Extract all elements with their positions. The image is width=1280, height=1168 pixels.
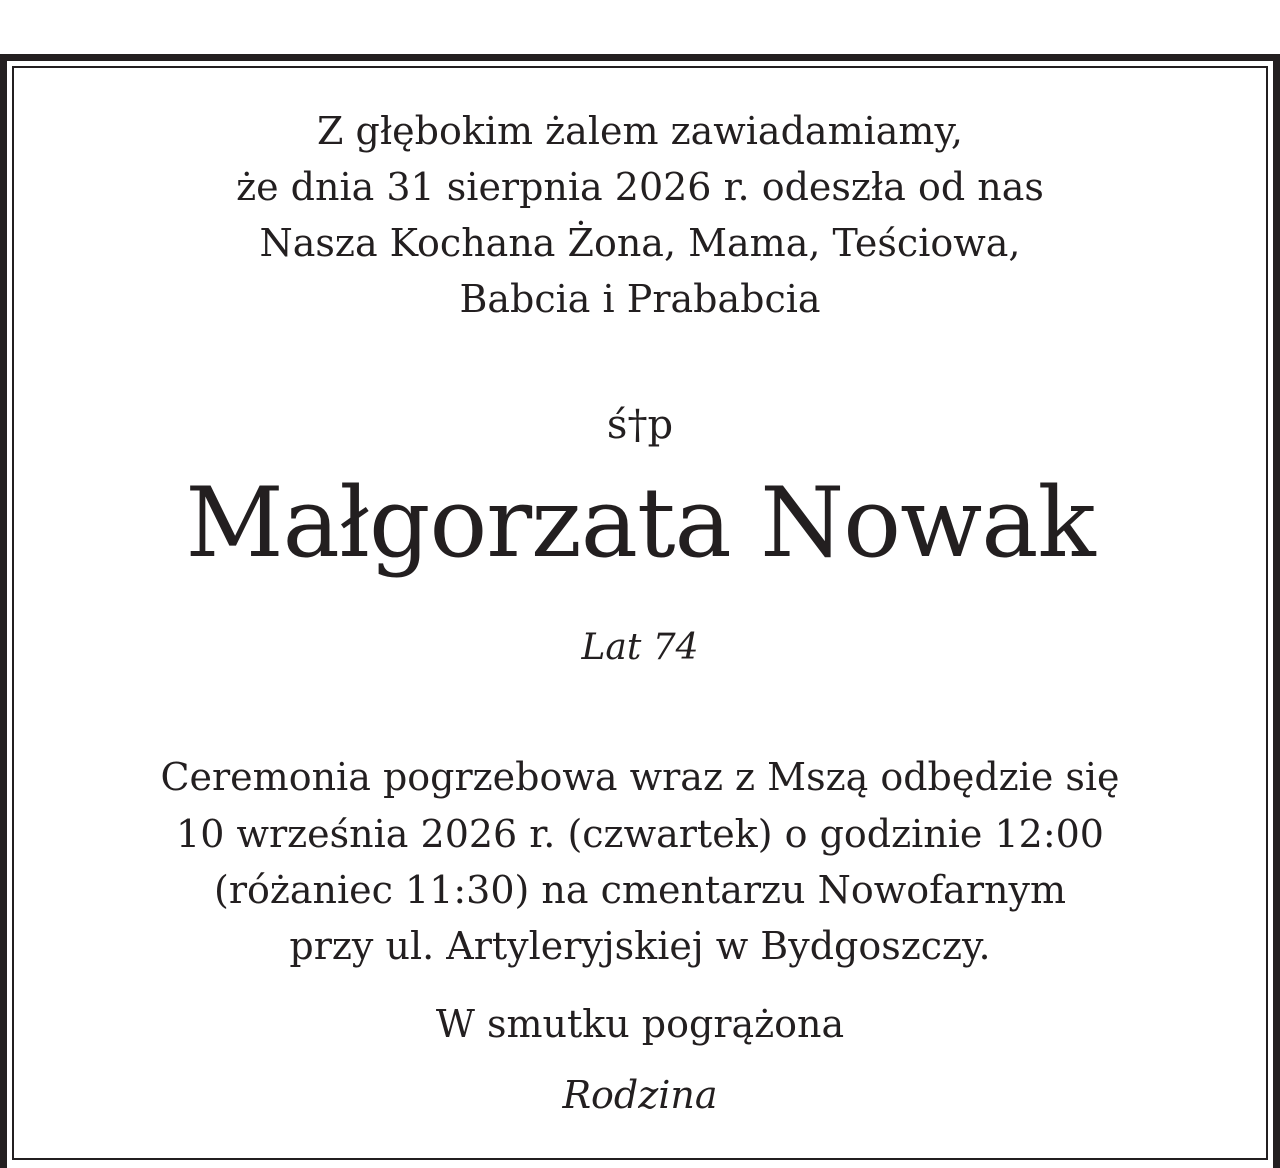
deceased-name: Małgorzata Nowak	[185, 467, 1095, 579]
intro-line-4: Babcia i Prababcia	[459, 277, 821, 321]
funeral-line-1: Ceremonia pogrzebowa wraz z Mszą odbędzie się	[160, 755, 1120, 799]
signature-family: Rodzina	[562, 1073, 718, 1117]
intro-line-1: Z głębokim żalem zawiadamiamy,	[317, 109, 963, 153]
intro-line-3: Nasza Kochana Żona, Mama, Teściowa,	[259, 221, 1021, 265]
closing-line: W smutku pogrążona	[435, 1002, 845, 1046]
funeral-line-4: przy ul. Artyleryjskiej w Bydgoszczy.	[289, 924, 991, 968]
stp-cross-symbol: ś†p	[606, 402, 674, 448]
intro-line-2: że dnia 31 sierpnia 2026 r. odeszła od nas	[236, 165, 1044, 209]
funeral-line-3: (różaniec 11:30) na cmentarzu Nowofarnym	[214, 868, 1066, 912]
deceased-age: Lat 74	[581, 627, 699, 668]
funeral-line-2: 10 września 2026 r. (czwartek) o godzinie 12:00	[176, 812, 1104, 856]
